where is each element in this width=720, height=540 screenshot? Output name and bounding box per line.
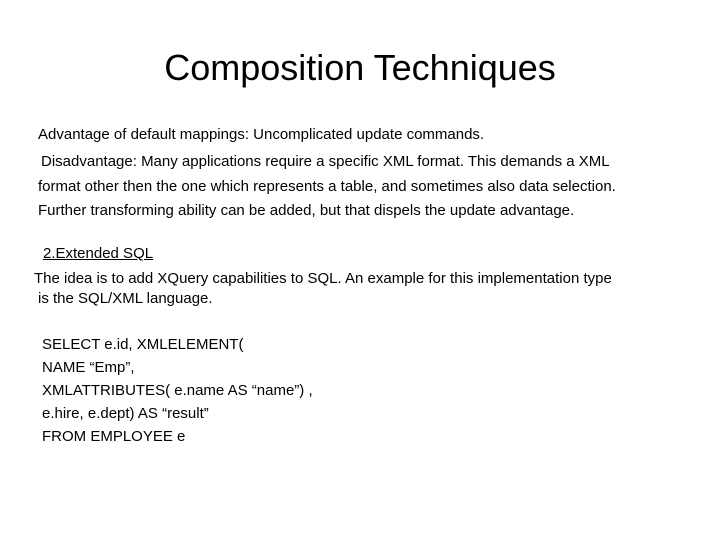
idea-line: The idea is to add XQuery capabilities to SQL. An example for this implementation type [34,270,612,287]
format-line: format other then the one which represents a table, and sometimes also data selection. [38,178,616,195]
slide-title: Composition Techniques [164,47,556,88]
code-line-hire-dept: e.hire, e.dept) AS “result” [42,405,209,422]
code-line-attributes: XMLATTRIBUTES( e.name AS “name”) , [42,382,313,399]
code-line-select: SELECT e.id, XMLELEMENT( [42,336,244,353]
sqlxml-line: is the SQL/XML language. [38,290,213,307]
code-line-from: FROM EMPLOYEE e [42,428,186,445]
disadvantage-line: Disadvantage: Many applications require a specific XML format. This demands a XML [41,153,610,170]
code-line-name: NAME “Emp”, [42,359,135,376]
transforming-line: Further transforming ability can be added, but that dispels the update advantage. [38,202,575,219]
advantage-line: Advantage of default mappings: Uncomplicated update commands. [38,126,485,143]
section-heading-extended-sql: 2.Extended SQL [43,245,154,262]
